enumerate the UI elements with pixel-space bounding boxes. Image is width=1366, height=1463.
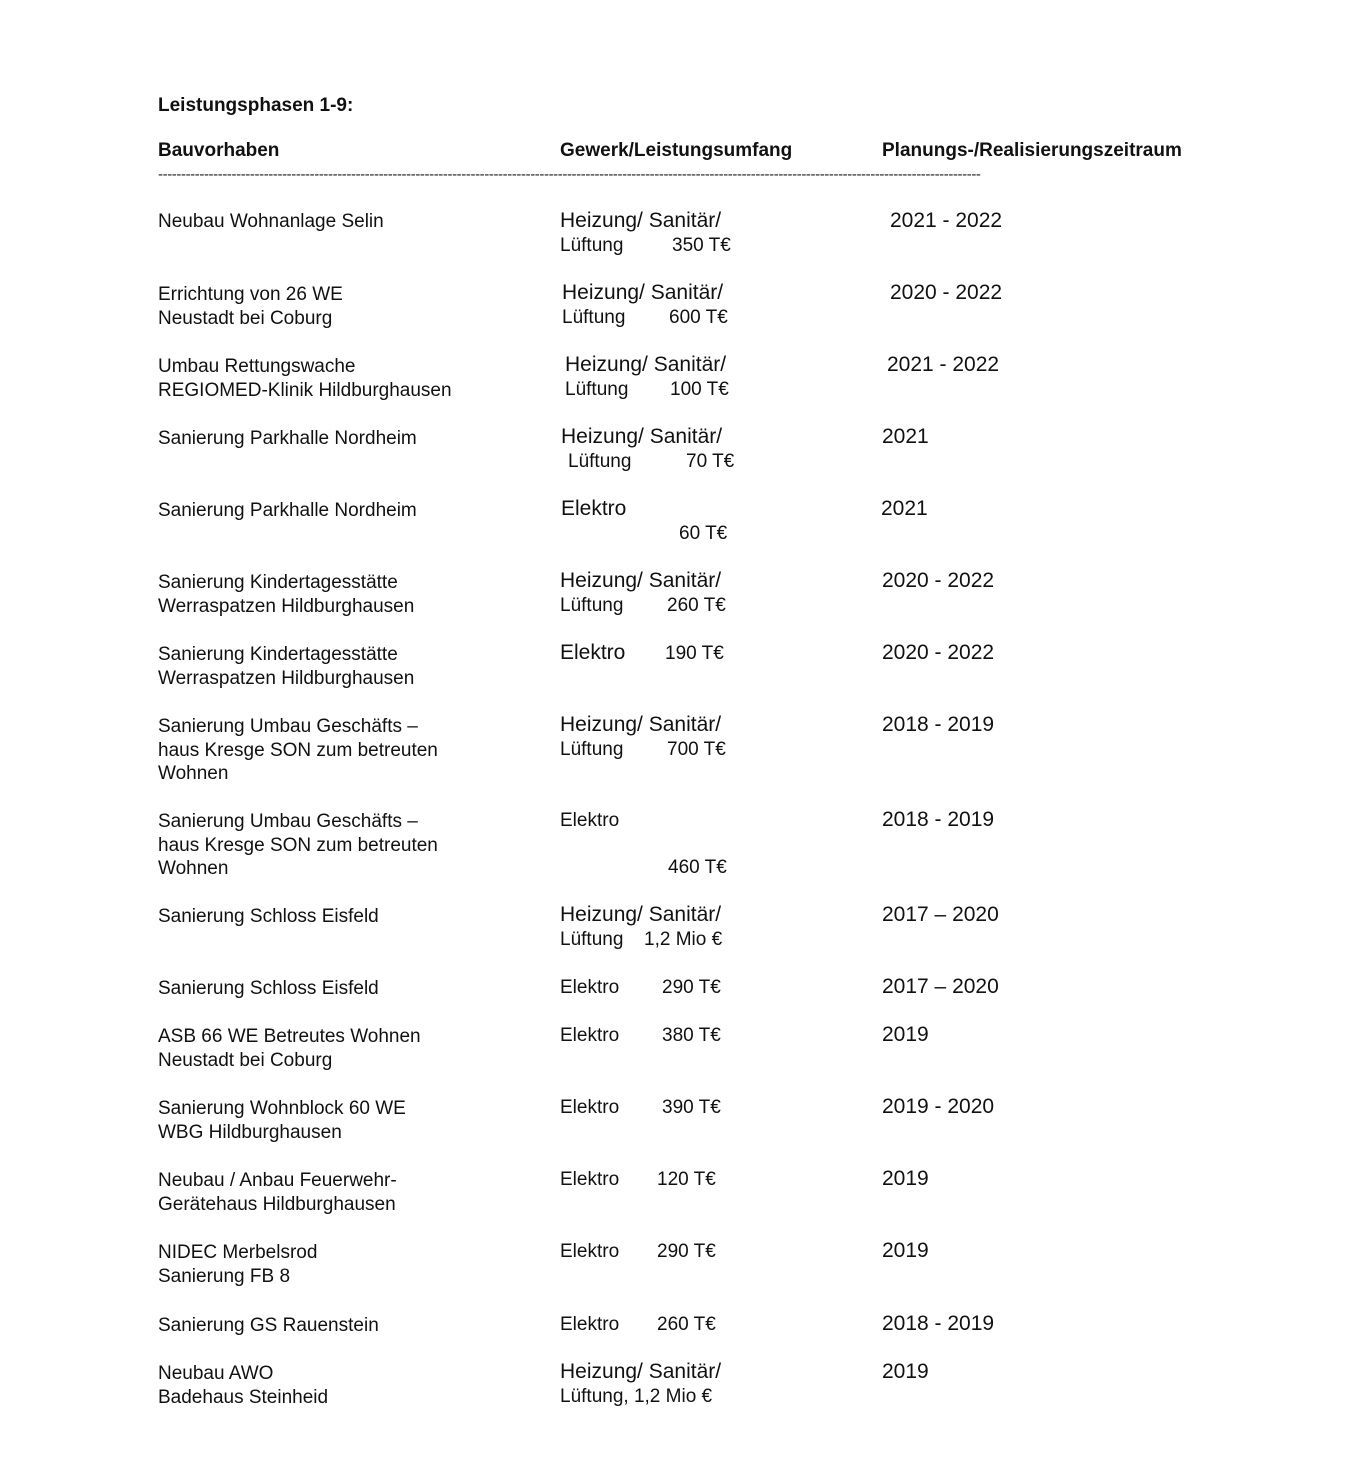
trade-label: Heizung/ Sanitär/ <box>560 713 722 736</box>
project-line: Errichtung von 26 WE <box>158 284 343 305</box>
project-line: Sanierung FB 8 <box>158 1265 291 1287</box>
project-line: Neubau Wohnanlage Selin <box>158 211 384 232</box>
trade-sub-label: Lüftung <box>560 595 624 616</box>
project-line: haus Kresge SON zum betreuten <box>158 739 438 761</box>
trade-label: Heizung/ Sanitär/ <box>560 209 722 232</box>
trade-sub-label: Lüftung <box>562 307 626 328</box>
table-row-project <box>158 427 417 451</box>
table-row-project <box>158 571 414 618</box>
project-line: Sanierung Umbau Geschäfts – <box>158 716 418 737</box>
period-value: 2017 – 2020 <box>882 975 999 998</box>
trade-sub-label: Lüftung <box>565 379 629 400</box>
trade-sub-label: Lüftung <box>560 929 624 950</box>
table-row-project <box>158 210 384 234</box>
project-line: Werraspatzen Hildburghausen <box>158 595 415 617</box>
period-value: 2019 <box>882 1023 929 1046</box>
trade-label: Elektro <box>560 1314 620 1335</box>
period-value: 2021 - 2022 <box>887 353 1000 376</box>
project-line: Sanierung Kindertagesstätte <box>158 572 398 593</box>
trade-label: Elektro <box>560 1025 620 1046</box>
trade-label: Heizung/ Sanitär/ <box>562 281 724 304</box>
amount-value: 100 T€ <box>670 379 729 400</box>
amount-value: 190 T€ <box>665 643 724 664</box>
period-value: 2020 - 2022 <box>882 569 995 592</box>
trade-label: Heizung/ Sanitär/ <box>561 425 723 448</box>
project-line: Sanierung Kindertagesstätte <box>158 644 398 665</box>
period-value: 2018 - 2019 <box>882 713 995 736</box>
amount-value: 120 T€ <box>657 1169 716 1190</box>
project-line: NIDEC Merbelsrod <box>158 1242 318 1263</box>
project-line: haus Kresge SON zum betreuten <box>158 834 438 856</box>
period-value: 2021 <box>882 425 929 448</box>
amount-value: 700 T€ <box>667 739 726 760</box>
amount-value: 260 T€ <box>667 595 726 616</box>
trade-label: Heizung/ Sanitär/ <box>560 569 722 592</box>
project-line: ASB 66 WE Betreutes Wohnen <box>158 1026 421 1047</box>
amount-value: 600 T€ <box>669 307 728 328</box>
period-value: 2018 - 2019 <box>882 1312 995 1335</box>
trade-label: Elektro <box>560 977 620 998</box>
table-row-project <box>158 1314 379 1338</box>
project-line: Sanierung Parkhalle Nordheim <box>158 428 417 449</box>
trade-label: Elektro <box>560 1169 620 1190</box>
period-value: 2019 <box>882 1167 929 1190</box>
trade-label: Elektro <box>560 1097 620 1118</box>
project-line: REGIOMED-Klinik Hildburghausen <box>158 379 452 401</box>
amount-value: 290 T€ <box>662 977 721 998</box>
table-row-project <box>158 1025 421 1072</box>
amount-value: 290 T€ <box>657 1241 716 1262</box>
table-row-project <box>158 977 379 1001</box>
table-row-project <box>158 1097 406 1144</box>
project-line: Werraspatzen Hildburghausen <box>158 667 415 689</box>
trade-label: Elektro <box>560 810 620 831</box>
column-header-bauvorhaben: Bauvorhaben <box>158 140 280 161</box>
separator-line: ----------------------------------------------------------------------------------------------------------------------------------------------------------------------------------- <box>158 166 981 183</box>
trade-label: Heizung/ Sanitär/ <box>560 1360 722 1383</box>
table-row-project <box>158 905 379 929</box>
project-line: Sanierung Schloss Eisfeld <box>158 978 379 999</box>
trade-sub-label: Lüftung <box>560 739 624 760</box>
trade-sub-label: Lüftung <box>568 451 632 472</box>
trade-label: Elektro <box>561 497 627 520</box>
table-row-project <box>158 715 438 786</box>
project-line: Wohnen <box>158 858 229 879</box>
project-line: Neubau / Anbau Feuerwehr- <box>158 1170 397 1191</box>
period-value: 2017 – 2020 <box>882 903 999 926</box>
amount-value: 70 T€ <box>686 451 735 472</box>
column-header-gewerk: Gewerk/Leistungsumfang <box>560 140 793 161</box>
trade-sub-label: Lüftung, 1,2 Mio € <box>560 1386 713 1407</box>
page-heading: Leistungsphasen 1-9: <box>158 95 354 116</box>
period-value: 2019 <box>882 1239 929 1262</box>
trade-label: Heizung/ Sanitär/ <box>565 353 727 376</box>
table-row-project <box>158 810 438 881</box>
project-line: Sanierung GS Rauenstein <box>158 1315 379 1336</box>
amount-value: 350 T€ <box>672 235 731 256</box>
period-value: 2021 - 2022 <box>890 209 1003 232</box>
project-line: Sanierung Parkhalle Nordheim <box>158 500 417 521</box>
table-row-project <box>158 1169 397 1216</box>
trade-label: Heizung/ Sanitär/ <box>560 903 722 926</box>
amount-value: 260 T€ <box>657 1314 716 1335</box>
table-row-project <box>158 283 343 330</box>
amount-value: 460 T€ <box>668 857 727 878</box>
period-value: 2019 <box>882 1360 929 1383</box>
amount-value: 390 T€ <box>662 1097 721 1118</box>
project-line: Neustadt bei Coburg <box>158 1049 333 1071</box>
project-line: Neustadt bei Coburg <box>158 307 333 329</box>
period-value: 2020 - 2022 <box>882 641 995 664</box>
project-line: Neubau AWO <box>158 1363 274 1384</box>
period-value: 2018 - 2019 <box>882 808 995 831</box>
amount-value: 1,2 Mio € <box>644 929 723 950</box>
column-header-zeitraum: Planungs-/Realisierungszeitraum <box>882 140 1182 161</box>
project-line: Sanierung Wohnblock 60 WE <box>158 1098 406 1119</box>
project-line: Sanierung Schloss Eisfeld <box>158 906 379 927</box>
table-row-project <box>158 355 452 402</box>
project-line: WBG Hildburghausen <box>158 1121 342 1143</box>
period-value: 2019 - 2020 <box>882 1095 995 1118</box>
table-row-project <box>158 1241 317 1288</box>
project-line: Umbau Rettungswache <box>158 356 356 377</box>
trade-label: Elektro <box>560 641 626 664</box>
project-line: Badehaus Steinheid <box>158 1386 329 1408</box>
trade-sub-label: Lüftung <box>560 235 624 256</box>
project-line: Wohnen <box>158 763 229 784</box>
project-line: Sanierung Umbau Geschäfts – <box>158 811 418 832</box>
table-row-project <box>158 499 417 523</box>
amount-value: 60 T€ <box>679 523 728 544</box>
project-line: Gerätehaus Hildburghausen <box>158 1193 396 1215</box>
period-value: 2021 <box>881 497 928 520</box>
amount-value: 380 T€ <box>662 1025 721 1046</box>
period-value: 2020 - 2022 <box>890 281 1003 304</box>
table-row-project <box>158 1362 328 1409</box>
trade-label: Elektro <box>560 1241 620 1262</box>
table-row-project <box>158 643 414 690</box>
